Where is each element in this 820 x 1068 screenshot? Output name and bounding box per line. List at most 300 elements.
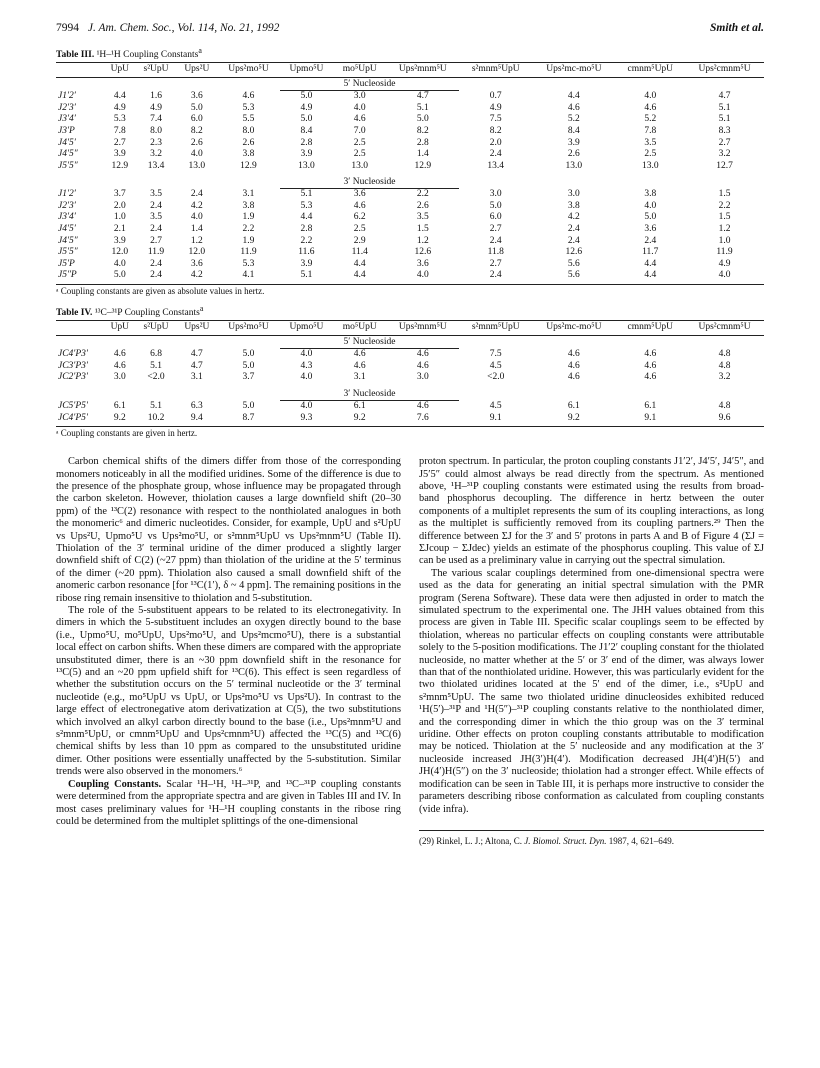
table-cell: 5.0: [242, 360, 255, 371]
table-cell: 4.2: [176, 270, 217, 284]
column-header: UpU: [104, 63, 136, 78]
table-cell: 1.9: [242, 212, 255, 223]
table-cell: 2.8: [416, 137, 429, 148]
table-cell: 4.0: [113, 258, 126, 269]
table-iii-grid: [56, 62, 764, 285]
table-cell: 8.3: [718, 125, 731, 136]
table-cell: 9.4: [176, 413, 217, 427]
table-cell: 4.6: [353, 200, 366, 211]
column-header: Ups²mo⁵U: [217, 321, 280, 336]
table-cell: 3.5: [150, 189, 162, 200]
table-cell: 5.6: [567, 258, 580, 269]
table-cell: 4.0: [644, 90, 657, 101]
table-cell: 1.2: [718, 224, 731, 235]
column-header: Upmo⁵U: [280, 63, 333, 78]
table-cell: 9.6: [685, 413, 764, 427]
table-cell: 11.4: [351, 247, 368, 258]
table-cell: 4.7: [190, 360, 203, 371]
table-row: [56, 270, 764, 284]
table-cell: 4.0: [685, 270, 764, 284]
table-cell: 3.6: [644, 224, 657, 235]
table-cell: 2.4: [150, 224, 162, 235]
table-cell: 5.1: [150, 400, 162, 411]
table-cell: 12.9: [414, 160, 432, 171]
column-header: Ups²cmnm⁵U: [685, 63, 764, 78]
column-header: Ups²mc-mo⁵U: [532, 321, 615, 336]
table-cell: 2.4: [644, 235, 657, 246]
table-row: [56, 349, 764, 361]
table-cell: 1.2: [416, 235, 429, 246]
table-cell: 13.0: [188, 160, 206, 171]
table-cell: 8.7: [217, 413, 280, 427]
table-cell: 4.5: [489, 360, 502, 371]
table-cell: 11.9: [240, 247, 257, 258]
table-cell: 4.6: [644, 348, 657, 359]
row-label: J1′2′: [58, 189, 76, 200]
table-iii-footnote: ᵃ Coupling constants are given as absolute values in hertz.: [56, 286, 265, 297]
table-cell: 7.4: [150, 114, 162, 125]
table-cell: 5.1: [718, 114, 731, 125]
journal-citation: J. Am. Chem. Soc., Vol. 114, No. 21, 1992: [87, 22, 280, 34]
column-header: s²UpU: [136, 321, 177, 336]
table-cell: 5.3: [242, 102, 255, 113]
row-label: J2′3′: [58, 102, 76, 113]
row-label: J2′3′: [58, 200, 76, 211]
table-cell: 1.0: [113, 212, 126, 223]
table-cell: 2.6: [416, 200, 429, 211]
table-row: [56, 103, 764, 115]
table-cell: 4.6: [416, 349, 429, 360]
table-cell: 12.0: [111, 247, 129, 258]
table-cell: 4.9: [113, 102, 126, 113]
table-cell: 11.6: [298, 247, 315, 258]
table-row: [56, 224, 764, 236]
table-cell: 13.4: [487, 160, 505, 171]
row-label: J3′P: [58, 125, 75, 136]
table-cell: 3.6: [190, 90, 203, 101]
table-cell: 8.0: [150, 125, 162, 136]
row-header-cell: [56, 63, 104, 78]
table-cell: 4.6: [113, 360, 126, 371]
table-cell: 2.9: [353, 235, 366, 246]
table-cell: 6.1: [644, 400, 657, 411]
paragraph: The role of the 5-substituent appears to be related to its electronegativity. In dimers in which the 5-substituent includes an oxygen directly bound to the base (i.e., Upmo⁵U, mo⁵UpU, Ups²mo⁵U, and Ups²mcmo⁵U), there is a substantial local effect on carbon shifts. When these dimers are compared with the appropriate unsubstituted dimer, there is an ~30 ppm downfield shift in the resonance for ¹³C(5) and an ~20 ppm upfield shift for ¹³C(6). This effect is seen regardless of whether the substitution occurs on the 5′ terminal nucleotide or the 3′ terminal nucleotide (e.g., mo⁵UpU vs UpU, or Ups²mo⁵U vs Ups²U). In contrast to the large effect of electronegative atom derivatization at C(5), the two substitutions which involved an alkyl carbon directly bound to the base (i.e., Ups²mnm⁵U and s²mnm⁵UpU, or cmnm⁵UpU and Ups²cmnm⁵U) affected the ¹³C(5) and ¹³C(6) chemical shifts by less than 10 ppm as compared to the unsubstituted uridine dimer. Other positions were essentially unaffected by the 5-substitution. Similar trends were also observed in the monomers.⁶: [56, 605, 401, 778]
table-cell: 13.0: [298, 160, 315, 171]
table-cell: 4.4: [353, 258, 366, 269]
table-row: [56, 114, 764, 126]
table-cell: 5.1: [280, 270, 333, 284]
table-cell: 3.6: [353, 189, 366, 200]
table-cell: 4.6: [567, 102, 580, 113]
table-cell: 2.5: [353, 137, 366, 148]
table-cell: 3.9: [113, 235, 126, 246]
column-header: cmnm⁵UpU: [615, 321, 685, 336]
table-cell: 5.1: [718, 102, 731, 113]
column-header: cmnm⁵UpU: [615, 63, 685, 78]
table-cell: 4.1: [217, 270, 280, 284]
table-cell: 2.4: [150, 200, 162, 211]
column-header: s²mnm⁵UpU: [459, 321, 532, 336]
table-cell: 13.0: [565, 160, 583, 171]
table-cell: 7.5: [489, 114, 502, 125]
table-cell: 4.4: [333, 270, 386, 284]
table-cell: 3.0: [567, 189, 580, 200]
table-cell: 5.0: [489, 200, 502, 211]
paragraph: proton spectrum. In particular, the proton coupling constants J1′2′, J4′5′, J4′5″, and J5′5″ could almost always be read directly from the spectrum. As mentioned above, ¹H–³¹P coupling constants were estimated using the results from broad-band phosphorus decoupling. The difference in hertz between the outer components of a multiplet represents the sum of its coupling interactions, as long as the multiplet is sufficiently removed from its coupling partners.²⁹ Then the difference between ΣJ for the 3′ and 5′ protons in parts A and B of Figure 4 (ΣJ = ΣJcoup − ΣJdec) yields an estimate of the phosphorus coupling. This value of ΣJ can be used as a preliminary value in carrying out the spectral simulation.: [419, 456, 764, 567]
table-cell: 2.1: [113, 224, 126, 235]
row-label: J4′5′: [58, 224, 76, 235]
table-cell: 0.7: [489, 90, 502, 101]
table-cell: 5.0: [190, 102, 203, 113]
table-cell: 3.6: [416, 258, 429, 269]
row-label: J3′4′: [58, 212, 76, 223]
table-cell: 8.2: [190, 125, 203, 136]
table-cell: 4.6: [353, 114, 366, 125]
table-cell: 4.4: [615, 270, 685, 284]
table-cell: 1.4: [190, 224, 203, 235]
table-cell: 8.0: [242, 125, 255, 136]
paragraph: The various scalar couplings determined from one-dimensional spectra were used as the data for generating an initial spectral simulation with the PMR program (Serena Software). These data were then adjusted in order to match the simulated spectrum to the experimental one. The JHH values obtained from this process are given in Table III. Specific scalar couplings seem to be effected by thiolation, whereas no particular effects on coupling constants were attributable solely to the 5-position modifications. The J1′2′ coupling constant for the thiolated nucleoside, no matter whether at the 5′ or 3′ end of the dimer, was always lower than that of the nonthiolated uridine. However, this was particularly evident for the two thiolated uridines located at the 5′ end of the dimer, i.e., s²UpU and s²mnm⁵UpU. The same two thiolated uridine dinucleosides exhibited reduced ¹H(5′)–³¹P and ¹H(5″)–³¹P coupling constants relative to the nonthiolated dimer, and the corresponding dimer in which the thio group was on the 3′ terminal uridine. Other effects on proton coupling constants attributable to modification may be noticed. Thiolation at the 5′ nucleoside and any modification at the 3′ nucleoside increased JH(3′)H(4′). Modification decreased JH(4′)H(5′) and JH(4′)H(5″) on the 3′ nucleoside; thiolation had a stronger effect. While effects of modification can be seen in Table III, it is perhaps more instructive to consider the parameters describing ribose conformation as calculated from coupling constants (vide infra).: [419, 567, 764, 815]
row-label: J5′5″: [58, 160, 78, 171]
table-cell: 13.0: [351, 160, 369, 171]
table-cell: 9.1: [459, 413, 532, 427]
table-cell: 5.1: [300, 189, 313, 200]
table-cell: 5.3: [300, 200, 313, 211]
table-cell: 4.6: [567, 348, 580, 359]
table-cell: 4.6: [416, 400, 429, 411]
table-cell: 13.4: [147, 160, 165, 171]
table-cell: 4.6: [416, 360, 429, 371]
table-cell: 4.0: [300, 400, 313, 411]
table-cell: 11.9: [716, 247, 733, 258]
table-cell: 2.7: [489, 224, 502, 235]
table-cell: 12.0: [188, 247, 206, 258]
table-iv-grid: [56, 320, 764, 427]
running-head: [56, 22, 764, 34]
table-cell: 5.0: [242, 348, 255, 359]
table-cell: 3.2: [718, 372, 731, 383]
table-cell: 3.1: [353, 372, 366, 383]
table-cell: 4.4: [113, 90, 126, 101]
column-header: Ups²mo⁵U: [217, 63, 280, 78]
table-cell: 8.2: [416, 125, 429, 136]
table-cell: 2.0: [113, 200, 126, 211]
table-cell: 4.9: [150, 102, 162, 113]
table-cell: 3.7: [242, 372, 255, 383]
table-cell: 4.8: [718, 348, 731, 359]
table-cell: 7.5: [489, 348, 502, 359]
table-cell: 5.0: [644, 212, 657, 223]
table-cell: 3.9: [300, 149, 313, 160]
table-cell: 8.2: [489, 125, 502, 136]
table-cell: 4.6: [113, 348, 126, 359]
table-cell: 2.2: [242, 224, 255, 235]
table-cell: 3.8: [242, 149, 255, 160]
table-cell: 6.1: [113, 400, 126, 411]
table-cell: 4.0: [300, 349, 313, 360]
table-cell: 3.5: [644, 137, 657, 148]
table-cell: 2.6: [567, 149, 580, 160]
table-cell: 4.0: [300, 372, 313, 383]
table-cell: 6.0: [489, 212, 502, 223]
table-cell: 4.6: [644, 360, 657, 371]
table-cell: 4.0: [353, 102, 366, 113]
table-iv-footnote: ᵃ Coupling constants are given in hertz.: [56, 428, 198, 439]
table-cell: 1.5: [416, 224, 429, 235]
table-cell: 7.8: [644, 125, 657, 136]
table-cell: 9.3: [280, 413, 333, 427]
section-heading: Coupling Constants.: [68, 778, 162, 790]
column-header: Ups²U: [176, 321, 217, 336]
table-cell: 4.7: [718, 90, 731, 101]
table-cell: 2.7: [718, 137, 731, 148]
table-cell: 3.2: [150, 149, 162, 160]
table-cell: 7.0: [353, 125, 366, 136]
table-cell: 3.6: [190, 258, 203, 269]
table-row: [56, 138, 764, 150]
table-row: [56, 413, 764, 427]
page-number: 7994: [56, 22, 79, 34]
table-cell: 4.9: [489, 102, 502, 113]
column-header: mo⁵UpU: [333, 63, 386, 78]
table-cell: 3.0: [353, 91, 366, 102]
table-cell: 3.9: [113, 149, 126, 160]
table-cell: 4.0: [386, 270, 459, 284]
table-row: [56, 149, 764, 161]
row-label: JC4′P5′: [56, 413, 104, 427]
table-cell: 3.7: [113, 189, 126, 200]
row-label: J4′5″: [58, 149, 78, 160]
table-cell: 5.0: [300, 91, 313, 102]
row-label: J3′4′: [58, 114, 76, 125]
row-header-cell: [56, 321, 104, 336]
table-row: [56, 189, 764, 201]
table-cell: 5.6: [532, 270, 615, 284]
table-cell: 4.0: [644, 200, 657, 211]
table-cell: 5.1: [150, 360, 162, 371]
table-cell: 6.0: [190, 114, 203, 125]
table-cell: 2.3: [150, 137, 162, 148]
table-cell: 12.9: [111, 160, 129, 171]
row-label: JC2′P3′: [58, 372, 89, 383]
table-cell: 11.8: [487, 247, 504, 258]
table-cell: 5.3: [242, 258, 255, 269]
table-cell: 4.6: [644, 372, 657, 383]
table-cell: 4.7: [416, 91, 429, 102]
table-cell: 4.6: [353, 360, 366, 371]
table-row: [56, 400, 764, 412]
table-cell: 4.9: [718, 258, 731, 269]
table-cell: 2.7: [150, 235, 162, 246]
table-cell: 2.7: [489, 258, 502, 269]
table-cell: 6.3: [190, 400, 203, 411]
table-row: [56, 236, 764, 248]
row-label: J5′P: [58, 258, 75, 269]
table-cell: 12.7: [716, 160, 733, 171]
table-cell: 9.2: [333, 413, 386, 427]
table-row: [56, 126, 764, 138]
table-cell: 4.2: [567, 212, 580, 223]
table-cell: 5.2: [567, 114, 580, 125]
table-row: [56, 91, 764, 103]
table-cell: 2.4: [567, 224, 580, 235]
table-cell: 3.1: [242, 189, 255, 200]
table-cell: 2.5: [353, 149, 366, 160]
section-label: 3′ Nucleoside: [280, 388, 460, 401]
table-cell: 2.4: [489, 235, 502, 246]
table-cell: 5.0: [242, 400, 255, 411]
footnote-reference: (29) Rinkel, L. J.; Altona, C. J. Biomol. Struct. Dyn. 1987, 4, 621–649.: [419, 830, 764, 847]
column-header: mo⁵UpU: [333, 321, 386, 336]
table-row: [56, 259, 764, 271]
table-cell: 9.1: [615, 413, 685, 427]
table-cell: 7.8: [113, 125, 126, 136]
table-cell: 3.9: [567, 137, 580, 148]
table-cell: 3.8: [567, 200, 580, 211]
table-cell: 3.8: [242, 200, 255, 211]
table-cell: 4.8: [718, 360, 731, 371]
table-cell: 11.7: [642, 247, 659, 258]
table-cell: 4.2: [190, 200, 203, 211]
table-cell: 3.5: [150, 212, 162, 223]
table-cell: 2.5: [644, 149, 657, 160]
table-cell: 5.2: [644, 114, 657, 125]
section-label: 3′ Nucleoside: [280, 176, 460, 189]
table-cell: <2.0: [147, 372, 165, 383]
table-cell: 2.4: [567, 235, 580, 246]
table-cell: 1.4: [416, 149, 429, 160]
table-cell: 1.5: [718, 212, 731, 223]
table-cell: 4.9: [300, 102, 313, 113]
table-row: [56, 247, 764, 259]
table-cell: 2.4: [489, 149, 502, 160]
table-cell: 8.4: [567, 125, 580, 136]
table-cell: 12.9: [240, 160, 257, 171]
row-label: J4′5″: [58, 235, 78, 246]
section-label: 5′ Nucleoside: [280, 78, 460, 91]
table-cell: 8.4: [300, 125, 313, 136]
row-label: JC5′P5′: [58, 400, 89, 411]
table-cell: 13.0: [641, 160, 659, 171]
paragraph: Coupling Constants. Scalar ¹H–¹H, ¹H–³¹P, and ¹³C–³¹P coupling constants were determined from the appropriate spectra and are given in Tables III and IV. In most cases preliminary values for ¹H–¹H coupling constants in the ribose ring could be determined from the multiplet splittings of the one-dimensional: [56, 778, 401, 827]
table-cell: 6.8: [150, 348, 162, 359]
table-cell: 4.0: [190, 212, 203, 223]
row-label: J5″P: [56, 270, 104, 284]
table-cell: 4.6: [242, 90, 255, 101]
table-cell: 3.5: [416, 212, 429, 223]
table-row: [56, 201, 764, 213]
table-cell: 2.4: [136, 270, 177, 284]
body-text: [56, 456, 764, 847]
table-iv: [56, 304, 764, 438]
table-cell: 2.8: [300, 137, 313, 148]
table-cell: 4.4: [644, 258, 657, 269]
table-cell: 7.6: [386, 413, 459, 427]
table-cell: 2.2: [416, 189, 429, 200]
table-cell: 12.6: [414, 247, 432, 258]
column-header: Ups²cmnm⁵U: [685, 321, 764, 336]
table-cell: 2.5: [353, 224, 366, 235]
table-cell: 5.0: [300, 114, 313, 125]
table-cell: 6.1: [567, 400, 580, 411]
table-cell: 12.6: [565, 247, 583, 258]
table-iii-caption: Table III. ¹H–¹H Coupling Constants$^a$: [56, 46, 202, 61]
table-iv-caption: Table IV. ¹³C–³¹P Coupling Constants$^a$: [56, 304, 204, 319]
running-authors: Smith et al.: [710, 22, 764, 34]
right-column: [419, 456, 764, 847]
table-cell: 4.5: [489, 400, 502, 411]
table-cell: 1.9: [242, 235, 255, 246]
table-cell: 3.0: [489, 189, 502, 200]
row-label: JC3′P3′: [58, 360, 89, 371]
table-cell: 9.2: [532, 413, 615, 427]
table-cell: 4.8: [718, 400, 731, 411]
table-cell: 1.6: [150, 90, 162, 101]
table-cell: 2.4: [150, 258, 162, 269]
table-cell: 1.0: [718, 235, 731, 246]
table-cell: 5.5: [242, 114, 255, 125]
table-cell: 4.3: [300, 360, 313, 371]
table-row: [56, 361, 764, 373]
table-cell: 2.2: [300, 235, 313, 246]
column-header: Ups²mnm⁵U: [386, 321, 459, 336]
table-cell: 2.4: [459, 270, 532, 284]
table-cell: 3.0: [113, 372, 126, 383]
table-cell: 4.7: [190, 348, 203, 359]
table-cell: <2.0: [487, 372, 505, 383]
column-header: Upmo⁵U: [280, 321, 333, 336]
table-cell: 3.1: [190, 372, 203, 383]
table-row: [56, 372, 764, 384]
table-row: [56, 212, 764, 224]
paragraph: Carbon chemical shifts of the dimers differ from those of the corresponding monomers noticeably in all the modified uridines. Some of the difference is due to the presence of the phosphate group, whose influence may be propagated through the carbon skeleton. However, thiolation causes a large downfield shift (20–30 ppm) of the ¹³C(2) resonance with respect to the nonthiolated analogues in both the monomeric⁶ and dimeric nucleotides. Consider, for example, UpU and s²UpU vs Ups²U, Upmo⁵U vs Ups²mo⁵U, or s²mnm⁵UpU vs Ups²mnm⁵U (Table II). Thiolation of the 3′ terminal uridine of the dimer produced a slightly larger downfield shift of C(2) (~27 ppm) than thiolation of the uridine at the 5′ terminus of the dimer (~20 ppm). Thiolation also caused a small downfield shift of the anomeric carbon resonance [for ¹³C(1′), δ ~ 4 ppm]. The remaining positions in the ribose ring remain insensitive to thiolation and 5-substitution.: [56, 456, 401, 604]
table-cell: 4.6: [567, 360, 580, 371]
table-cell: 5.0: [104, 270, 136, 284]
table-cell: 2.6: [242, 137, 255, 148]
table-cell: 1.5: [718, 189, 731, 200]
column-header: Ups²mnm⁵U: [386, 63, 459, 78]
table-cell: 5.3: [113, 114, 126, 125]
table-cell: 4.6: [644, 102, 657, 113]
column-header: UpU: [104, 321, 136, 336]
table-cell: 6.2: [353, 212, 366, 223]
table-cell: 3.0: [416, 372, 429, 383]
table-cell: 2.0: [489, 137, 502, 148]
table-cell: 4.4: [300, 212, 313, 223]
table-cell: 3.8: [644, 189, 657, 200]
table-cell: 6.1: [353, 400, 366, 411]
journal-page: [56, 22, 764, 847]
table-cell: 9.2: [104, 413, 136, 427]
table-iii: [56, 46, 764, 296]
column-header: Ups²mc-mo⁵U: [532, 63, 615, 78]
table-cell: 4.6: [567, 372, 580, 383]
table-cell: 4.6: [353, 349, 366, 360]
table-cell: 1.2: [190, 235, 203, 246]
table-cell: 2.8: [300, 224, 313, 235]
table-cell: 3.9: [300, 258, 313, 269]
left-column: [56, 456, 401, 847]
section-label: 5′ Nucleoside: [280, 336, 460, 349]
row-label: J4′5′: [58, 137, 76, 148]
table-cell: 2.6: [190, 137, 203, 148]
table-cell: 10.2: [136, 413, 177, 427]
column-header: s²UpU: [136, 63, 177, 78]
row-label: JC4′P3′: [58, 348, 89, 359]
row-label: J5′5″: [58, 247, 78, 258]
table-cell: 2.4: [190, 189, 203, 200]
table-cell: 2.2: [718, 200, 731, 211]
